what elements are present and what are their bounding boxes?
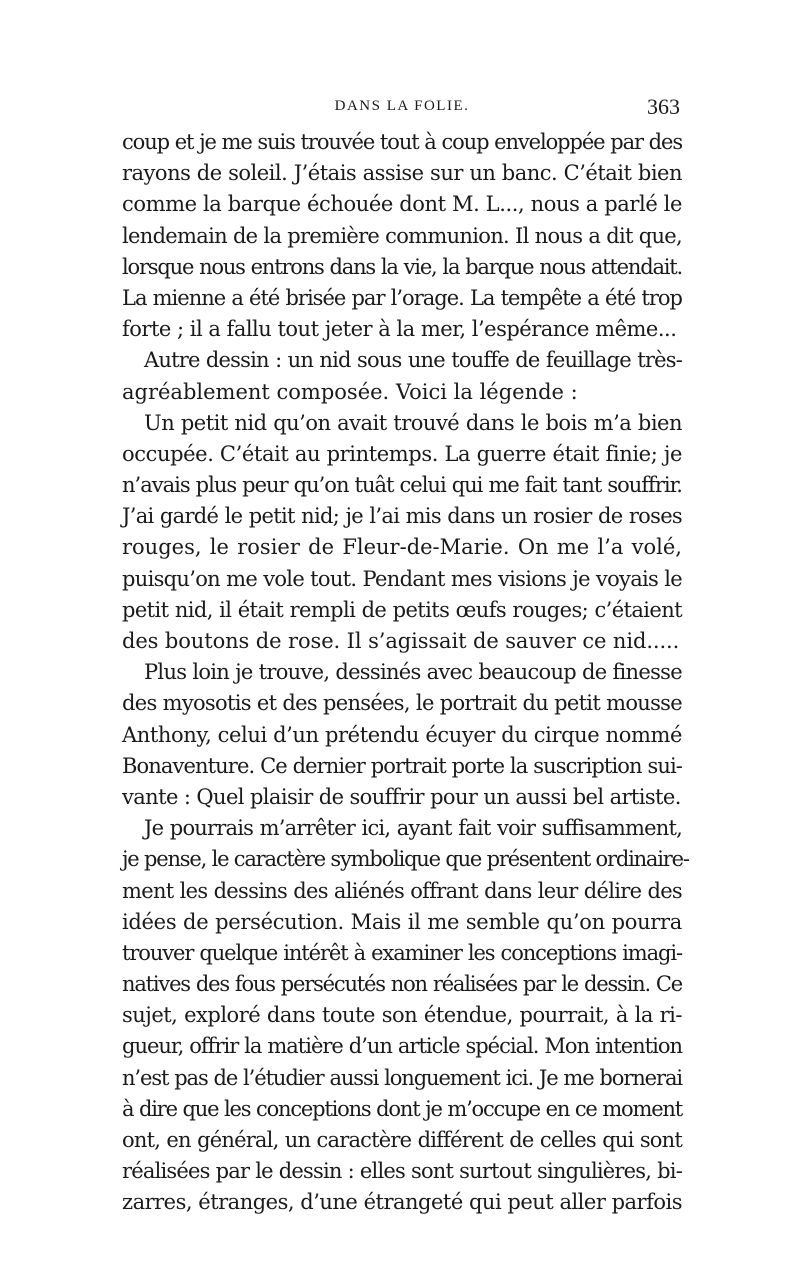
page-header: [122, 96, 682, 126]
text-line: sujet, exploré dans toute son étendue, pourrait, à la ri-: [122, 1003, 682, 1028]
text-line: n’est pas de l’étudier aussi longuement ici. Je me bornerai: [122, 1065, 682, 1090]
text-line: Bonaventure. Ce dernier portrait porte la suscription sui-: [122, 753, 682, 778]
text-line: La mienne a été brisée par l’orage. La tempête a été trop: [122, 285, 682, 310]
text-line: coup et je me suis trouvée tout à coup enveloppée par des: [122, 130, 682, 154]
text-line: natives des fous persécutés non réalisées par le dessin. Ce: [122, 972, 682, 997]
page-number: 363: [647, 94, 680, 119]
text-line: je pense, le caractère symbolique que présentent ordinaire-: [122, 847, 689, 872]
text-line: ment les dessins des aliénés offrant dans leur délire des: [122, 878, 682, 903]
text-line: J’ai gardé le petit nid; je l’ai mis dans un rosier de roses: [122, 504, 682, 529]
text-line: comme la barque échouée dont M. L..., nous a parlé le: [122, 192, 682, 217]
text-line: à dire que les conceptions dont je m’occupe en ce moment: [122, 1096, 682, 1121]
text-line: rouges, le rosier de Fleur-de-Marie. On me l’a volé,: [122, 535, 682, 560]
text-line: lendemain de la première communion. Il nous a dit que,: [122, 223, 682, 248]
text-line: ont, en général, un caractère différent de celles qui sont: [122, 1128, 682, 1152]
text-line: des boutons de rose. Il s’agissait de sauver ce nid.....: [122, 629, 680, 653]
running-head: DANS LA FOLIE.: [334, 98, 470, 114]
text-line: n’avais plus peur qu’on tuât celui qui me fait tant souffrir.: [122, 473, 682, 498]
body-text: [122, 127, 689, 1219]
text-line: Je pourrais m’arrêter ici, ayant fait voir suffisamment,: [144, 816, 682, 841]
text-line: Anthony, celui d’un prétendu écuyer du cirque nommé: [122, 722, 682, 747]
text-line: gueur, offrir la matière d’un article spécial. Mon intention: [122, 1034, 682, 1059]
text-line: vante : Quel plaisir de souffrir pour un aussi bel artiste.: [122, 784, 681, 809]
text-line: agréablement composée. Voici la légende :: [122, 379, 578, 404]
text-line: Un petit nid qu’on avait trouvé dans le bois m’a bien: [144, 410, 682, 435]
text-line: occupée. C’était au printemps. La guerre était finie; je: [122, 441, 682, 466]
text-line: trouver quelque intérêt à examiner les conceptions imagi-: [122, 940, 682, 965]
text-line: forte ; il a fallu tout jeter à la mer, l’espérance même...: [122, 317, 677, 342]
text-line: Plus loin je trouve, dessinés avec beaucoup de finesse: [144, 660, 682, 685]
text-line: zarres, étranges, d’une étrangeté qui peut aller parfois: [122, 1190, 682, 1215]
text-line: Autre dessin : un nid sous une touffe de feuillage très-: [144, 348, 682, 373]
text-line: des myosotis et des pensées, le portrait du petit mousse: [122, 691, 682, 716]
text-line: petit nid, il était rempli de petits œufs rouges; c’étaient: [122, 597, 682, 622]
text-line: lorsque nous entrons dans la vie, la barque nous attendait.: [122, 254, 682, 279]
text-line: puisqu’on me vole tout. Pendant mes visions je voyais le: [122, 566, 682, 591]
text-line: réalisées par le dessin : elles sont surtout singulières, bi-: [122, 1159, 682, 1184]
text-line: idées de persécution. Mais il me semble qu’on pourra: [122, 909, 682, 934]
text-line: rayons de soleil. J’étais assise sur un banc. C’était bien: [122, 161, 682, 186]
